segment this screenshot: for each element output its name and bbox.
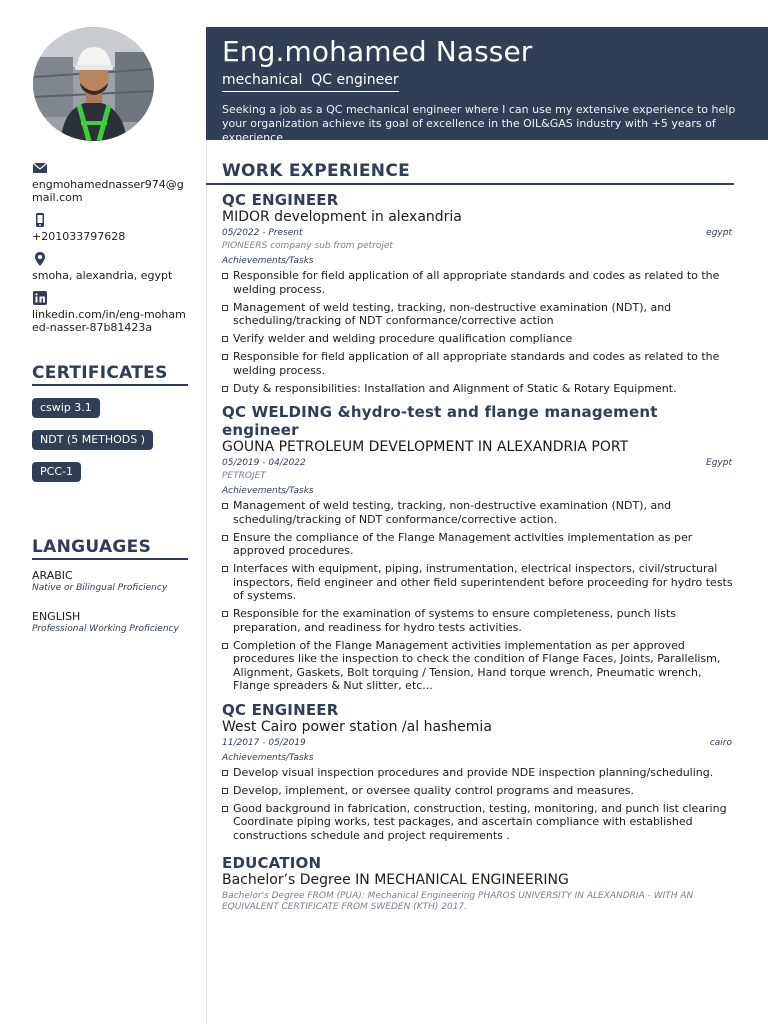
list-item <box>222 499 734 526</box>
list-item-text: Management of weld testing, tracking, non-destructive examination (NDT), and scheduling/tracking of NDT conformance/corrective action <box>233 300 672 327</box>
job-meta <box>222 737 734 750</box>
contact-phone <box>32 212 188 243</box>
list-item <box>222 531 734 558</box>
contact-section <box>32 160 188 342</box>
phone-number: +201033797628 <box>32 230 126 243</box>
achievements-label: Achievements/Tasks <box>222 256 314 266</box>
bullet-square-icon <box>222 336 228 342</box>
list-item-text: Completion of the Flange Management activities implementation as per approved procedures like the inspection to check the condition of Flange Faces, Joints, Parallelism, Alignment, Gaskets, Bolt torquing / Tension, Hand torque wrench, Pneumatic wrench, Flange spreaders & Nut slitter, etc... <box>233 638 721 692</box>
job-company: West Cairo power station /al hashemia <box>222 718 492 735</box>
achievements-label: Achievements/Tasks <box>222 486 314 496</box>
location-icon <box>32 251 188 267</box>
job-description: PIONEERS company sub from petrojet <box>222 241 393 251</box>
bullet-square-icon <box>222 643 228 649</box>
list-item-text: Management of weld testing, tracking, non-destructive examination (NDT), and scheduling/tracking of NDT conformance/corrective action. <box>233 499 672 526</box>
job-location: cairo <box>709 737 732 748</box>
linkedin-link[interactable]: linkedin.com/in/eng-mohamed-nasser-87b81423a <box>32 308 186 334</box>
job-title: QC ENGINEER <box>222 191 339 209</box>
bullet-square-icon <box>222 386 228 392</box>
list-item-text: Responsible for field application of all appropriate standards and codes as related to the welding process. <box>233 269 720 296</box>
list-item <box>222 607 734 634</box>
job-entry <box>222 701 734 843</box>
location-text: smoha, alexandria, egypt <box>32 269 173 282</box>
bullet-square-icon <box>222 503 228 509</box>
profile-photo <box>33 27 154 141</box>
bullet-square-icon <box>222 354 228 360</box>
certificate-item <box>32 396 188 418</box>
header-banner <box>206 27 768 144</box>
education-heading: EDUCATION <box>222 854 322 872</box>
job-company: MIDOR development in alexandria <box>222 209 462 225</box>
education-description: Bachelor's Degree FROM (PUA): Mechanical Engineering PHAROS UNIVERSITY IN ALEXANDRIA - WITH AN EQUIVALENT CERTIFICATE FROM SWEDEN (KTH) 2017. <box>222 891 694 912</box>
list-item-text: Good background in fabrication, construction, testing, monitoring, and punch list clearing Coordinate piping works, test packages, and ascertain compliance with established constructions schedule and project requirements . <box>233 801 727 842</box>
phone-icon <box>32 212 188 228</box>
job-title: QC WELDING &hydro-test and flange management engineer <box>222 403 658 439</box>
contact-linkedin <box>32 290 188 334</box>
list-item <box>222 350 734 377</box>
language-item <box>32 610 188 635</box>
list-item-text: Develop, implement, or oversee quality control programs and measures. <box>233 783 634 797</box>
list-item-text: Responsible for field application of all appropriate standards and codes as related to the welding process. <box>233 350 720 377</box>
certificates-section <box>32 363 188 482</box>
bullet-square-icon <box>222 770 228 776</box>
email-link[interactable]: engmohamednasser974@gmail.com <box>32 178 184 204</box>
main-content <box>222 160 734 913</box>
language-name: ENGLISH <box>32 610 81 623</box>
work-experience-heading: WORK EXPERIENCE <box>206 160 734 185</box>
list-item-text: Ensure the compliance of the Flange Management activities implementation as per approved procedures. <box>233 530 693 557</box>
list-item <box>222 784 734 798</box>
column-divider <box>206 140 207 1024</box>
contact-email <box>32 160 188 204</box>
language-name: ARABIC <box>32 569 73 582</box>
language-item <box>32 569 188 594</box>
list-item-text: Responsible for the examination of systems to ensure completeness, punch lists preparation, and readiness for hydro tests activities. <box>233 607 676 634</box>
certificate-item <box>32 428 188 450</box>
certificate-tag: PCC-1 <box>32 462 81 482</box>
language-level: Native or Bilingual Proficiency <box>32 583 168 593</box>
list-item <box>222 766 734 780</box>
achievements-list <box>222 499 734 693</box>
list-item-text: Verify welder and welding procedure qualification compliance <box>233 332 573 345</box>
languages-section <box>32 537 188 635</box>
language-level: Professional Working Proficiency <box>32 624 179 634</box>
job-description: PETROJET <box>222 471 266 481</box>
education-section <box>222 854 734 913</box>
list-item <box>222 562 734 603</box>
certificates-heading: CERTIFICATES <box>32 363 188 386</box>
bullet-square-icon <box>222 305 228 311</box>
list-item <box>222 639 734 693</box>
bullet-square-icon <box>222 788 228 794</box>
full-name: Eng.mohamed Nasser <box>222 35 533 68</box>
certificate-item <box>32 460 188 482</box>
list-item-text: Interfaces with equipment, piping, instrumentation, electrical inspectors, civil/structural inspectors, field engineer and other field superintendent before proceeding for hydro tests of systems. <box>233 562 733 602</box>
achievements-label: Achievements/Tasks <box>222 752 314 763</box>
achievements-list <box>222 269 734 395</box>
list-item <box>222 301 734 328</box>
bullet-square-icon <box>222 611 228 617</box>
bullet-square-icon <box>222 535 228 541</box>
education-degree: Bachelor’s Degree IN MECHANICAL ENGINEERING <box>222 872 569 888</box>
job-company: GOUNA PETROLEUM DEVELOPMENT IN ALEXANDRIA PORT <box>222 439 629 455</box>
job-location: Egypt <box>706 458 732 468</box>
achievements-list <box>222 766 734 843</box>
list-item-text: Develop visual inspection procedures and provide NDE inspection planning/scheduling. <box>233 765 714 779</box>
job-title: QC ENGINEER <box>222 700 339 719</box>
job-entry <box>222 403 734 693</box>
bullet-square-icon <box>222 273 228 279</box>
job-dates: 05/2019 - 04/2022 <box>222 458 306 468</box>
list-item <box>222 332 734 346</box>
certificate-tag: NDT (5 METHODS ) <box>32 430 153 450</box>
linkedin-icon <box>32 290 188 306</box>
list-item <box>222 269 734 296</box>
languages-heading: LANGUAGES <box>32 537 188 560</box>
job-meta <box>222 457 734 470</box>
bullet-square-icon <box>222 566 228 572</box>
job-role-title: mechanical QC engineer <box>222 71 399 92</box>
list-item-text: Duty & responsibilities: Installation and Alignment of Static & Rotary Equipment. <box>233 381 677 395</box>
email-icon <box>32 160 188 176</box>
list-item <box>222 802 734 843</box>
list-item <box>222 382 734 396</box>
bullet-square-icon <box>222 806 228 812</box>
contact-location <box>32 251 188 282</box>
profile-summary: Seeking a job as a QC mechanical engineer where I can use my extensive experience to help your organization achieve its goal of excellence in the OIL&GAS industry with +5 years of experience <box>222 103 736 144</box>
job-dates: 05/2022 - Present <box>222 228 303 238</box>
job-meta <box>222 227 734 240</box>
job-location: egypt <box>706 228 732 238</box>
job-dates: 11/2017 - 05/2019 <box>222 737 306 748</box>
job-entry <box>222 191 734 395</box>
certificate-tag: cswip 3.1 <box>32 398 100 418</box>
